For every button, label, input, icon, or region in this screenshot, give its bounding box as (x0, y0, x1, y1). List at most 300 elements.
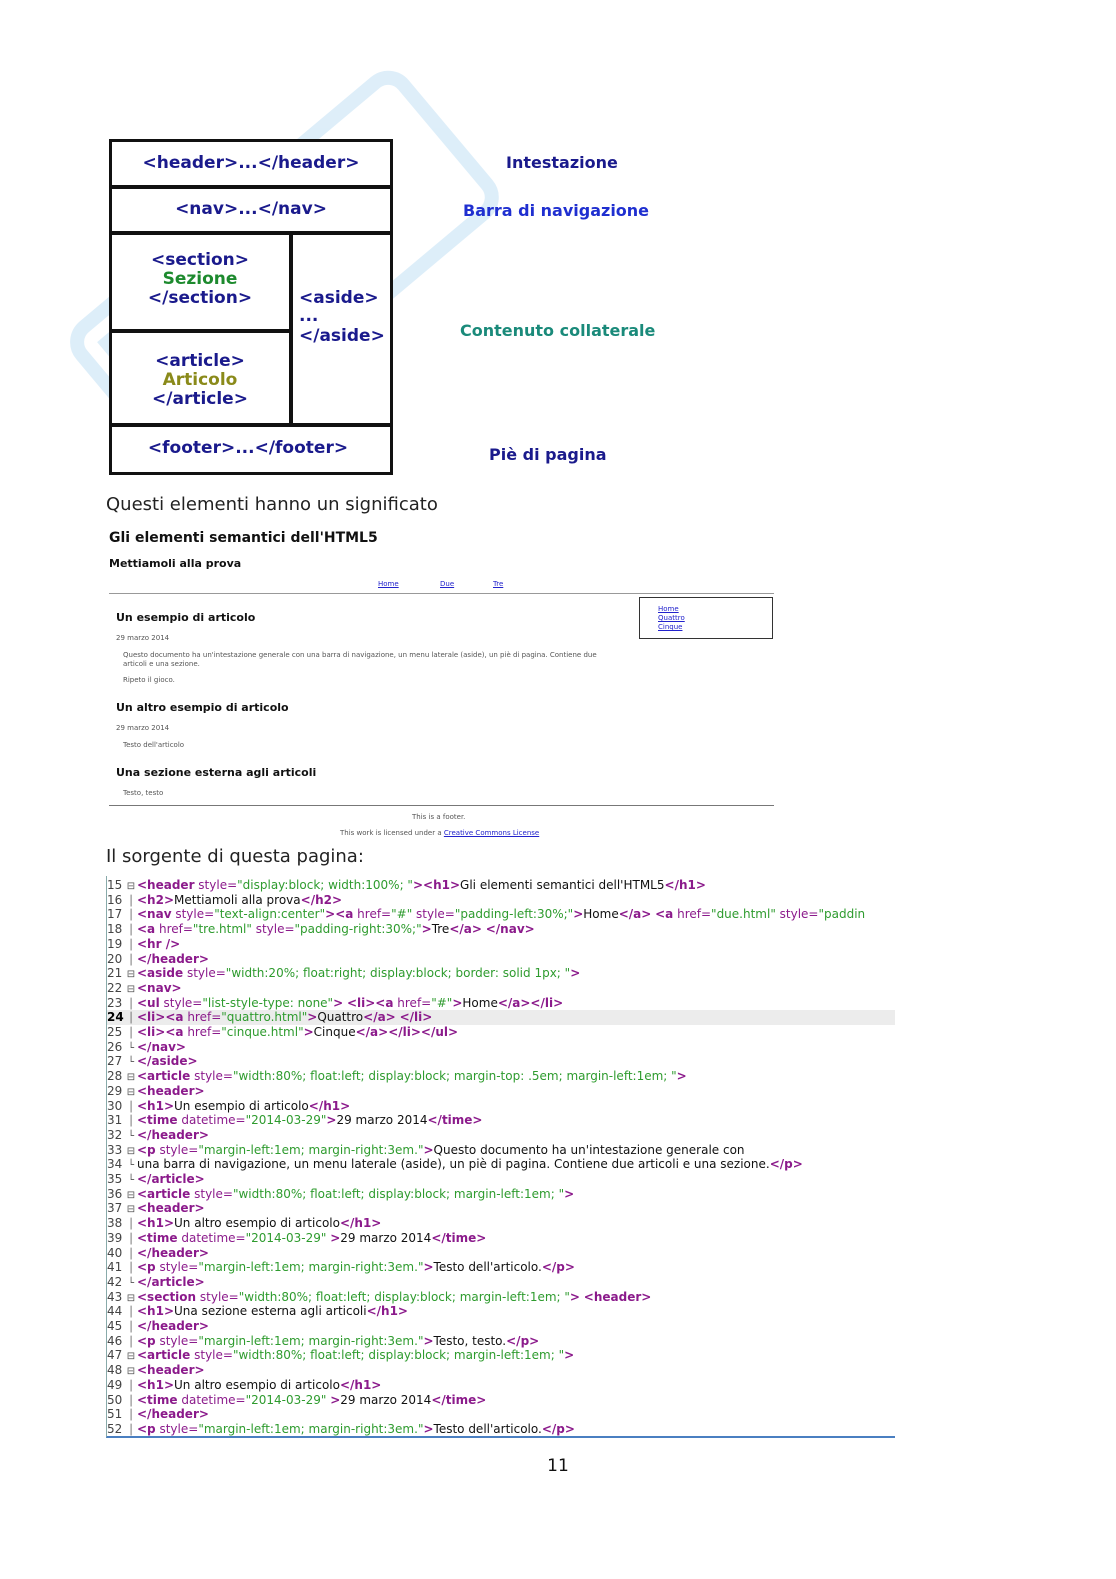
code-token: > (570, 966, 581, 981)
code-text (137, 1069, 687, 1084)
line-number: 15 (107, 878, 123, 892)
label-contenuto-collaterale: Contenuto collaterale (460, 321, 656, 340)
paragraph-sorgente: Il sorgente di questa pagina: (106, 846, 364, 867)
code-text (137, 922, 535, 937)
code-token: Un esempio di articolo (174, 1098, 309, 1113)
code-text (137, 1231, 486, 1246)
code-token: > (330, 1392, 341, 1407)
code-token: <p (137, 1142, 156, 1157)
code-token: "quattro.html" (221, 1010, 308, 1025)
code-line (107, 878, 895, 893)
code-line (107, 1069, 895, 1084)
code-line (107, 893, 895, 908)
code-token: style= (196, 1289, 239, 1304)
line-number: 25 (107, 1025, 123, 1039)
code-token: href= (353, 907, 392, 922)
paragraph-significato: Questi elementi hanno un significato (106, 494, 438, 515)
label-barra-navigazione: Barra di navigazione (463, 201, 650, 220)
line-number: 35 (107, 1172, 123, 1186)
code-token: style= (775, 907, 819, 922)
mini-art1-text1: Questo documento ha un'intestazione generale con una barra di navigazione, un menu laterale (aside), un piè di pagina. Contiene due (123, 651, 597, 659)
code-text (137, 952, 209, 967)
code-token: Gli elementi semantici dell'HTML5 (460, 878, 665, 892)
fold-guide: │ (127, 939, 135, 951)
fold-guide: └ (127, 1160, 135, 1172)
code-line (107, 1260, 895, 1275)
line-number: 22 (107, 980, 123, 995)
code-text (137, 1054, 198, 1069)
code-token: </time> (427, 1113, 483, 1128)
code-token: <h2> (137, 892, 175, 907)
code-token: style= (155, 1333, 199, 1348)
fold-guide: │ (127, 1116, 135, 1128)
code-token: </p> (506, 1333, 540, 1348)
mini-nav-due[interactable]: Due (440, 580, 455, 588)
diagram-article-open: <article> (155, 351, 245, 371)
fold-guide: │ (127, 998, 135, 1010)
code-token: </header> (137, 1319, 209, 1333)
code-token: > (307, 1010, 318, 1025)
line-number: 16 (107, 892, 123, 907)
line-number: 26 (107, 1039, 123, 1054)
code-text (137, 1363, 205, 1378)
code-text (137, 878, 706, 893)
fold-guide: └ (127, 1042, 135, 1054)
code-token: "padding-right:30%;" (294, 922, 422, 937)
code-line (107, 1143, 895, 1158)
code-token: href= (393, 995, 432, 1010)
line-number: 52 (107, 1421, 123, 1436)
code-token: "padding-left:30%;" (454, 907, 574, 922)
code-token: Home (583, 907, 619, 922)
code-token: "tre.html" (192, 922, 252, 937)
code-text (137, 1143, 745, 1158)
line-number: 18 (107, 922, 123, 937)
code-token: "#" (431, 995, 453, 1010)
mini-aside-home[interactable]: Home (658, 605, 679, 613)
code-token: "width:80%; float:left; display:block; margin-left:1em; " (232, 1186, 565, 1201)
code-token: <section (137, 1289, 197, 1304)
mini-aside-cinque[interactable]: Cinque (658, 623, 683, 631)
code-token: "text-align:center" (214, 907, 326, 922)
diagram-section-open: <section> (151, 250, 249, 270)
mini-footer-text: This is a footer. (412, 813, 466, 821)
code-token: "width:80%; float:left; display:block; margin-top: .5em; margin-left:1em; " (232, 1069, 677, 1084)
code-token: <nav> (137, 980, 182, 995)
line-number: 42 (107, 1274, 123, 1289)
fold-toggle-icon[interactable]: ⊟ (126, 1351, 136, 1363)
code-line (107, 1378, 895, 1393)
line-number: 38 (107, 1216, 123, 1231)
line-number: 40 (107, 1245, 123, 1260)
code-text (137, 1157, 803, 1172)
code-token: Un altro esempio di articolo (174, 1216, 340, 1231)
line-number: 39 (107, 1230, 123, 1245)
code-line (107, 1422, 895, 1437)
code-line (107, 1363, 895, 1378)
code-token: style= (159, 995, 203, 1010)
line-number: 50 (107, 1392, 123, 1407)
code-text (137, 1348, 574, 1363)
code-token: </article> (137, 1274, 205, 1289)
code-token: Testo dell'articolo. (433, 1421, 542, 1436)
code-token: <article (137, 1186, 191, 1201)
code-token: > (421, 922, 432, 937)
diagram-header-text: <header>...</header> (142, 153, 360, 173)
code-token: Cinque (313, 1025, 356, 1039)
code-text (137, 1407, 209, 1422)
mini-art1-text3: Ripeto il gioco. (123, 676, 175, 684)
page-number: 11 (547, 1456, 569, 1476)
code-token: <article (137, 1069, 191, 1084)
code-token: > (569, 1289, 580, 1304)
code-token: Una sezione esterna agli articoli (174, 1304, 367, 1319)
line-number: 28 (107, 1069, 123, 1084)
fold-toggle-icon[interactable]: ⊟ (126, 969, 136, 981)
code-token: "cinque.html" (221, 1025, 304, 1039)
code-token: <hr /> (137, 936, 181, 951)
code-line (107, 1275, 895, 1290)
fold-toggle-icon[interactable]: ⊟ (126, 881, 136, 892)
code-token: <ul (137, 995, 160, 1010)
code-token: style= (190, 1348, 233, 1363)
line-number: 43 (107, 1289, 123, 1304)
line-number: 36 (107, 1186, 123, 1201)
line-number: 21 (107, 966, 123, 981)
fold-guide: │ (127, 1028, 135, 1039)
code-token: </time> (431, 1230, 487, 1245)
code-token: <a (655, 907, 674, 922)
code-token: </nav> (485, 922, 535, 937)
diagram-aside-dots: ... (299, 306, 319, 326)
fold-guide: │ (127, 1380, 135, 1392)
code-text (137, 1378, 381, 1393)
code-token: </h1> (339, 1216, 382, 1231)
code-text (137, 1040, 186, 1055)
code-line (107, 1304, 895, 1319)
code-token: "display:block; width:100%; " (237, 878, 413, 892)
code-token: <header> (137, 1083, 205, 1098)
code-token: Testo dell'articolo. (433, 1260, 542, 1275)
code-token: > (325, 907, 336, 922)
code-line (107, 1407, 895, 1422)
code-line (107, 981, 895, 996)
code-line (107, 952, 895, 967)
code-line (107, 1172, 895, 1187)
code-token: <h1> (423, 878, 461, 892)
fold-guide: │ (127, 1424, 135, 1436)
line-number: 27 (107, 1054, 123, 1069)
code-token: <header> (137, 1201, 205, 1216)
mini-art2-date: 29 marzo 2014 (116, 724, 170, 732)
code-token: "due.html" (711, 907, 776, 922)
fold-toggle-icon[interactable]: ⊟ (126, 1366, 136, 1378)
fold-toggle-icon[interactable]: ⊟ (126, 1189, 136, 1201)
mini-title: Gli elementi semantici dell'HTML5 (109, 530, 378, 546)
code-token: "margin-left:1em; margin-right:3em." (198, 1333, 424, 1348)
mini-footer-rule (109, 805, 774, 806)
code-line (107, 1393, 895, 1408)
code-token: "width:80%; float:left; display:block; margin-left:1em; " (238, 1289, 570, 1304)
diagram-article-label: Articolo (162, 370, 238, 390)
code-token: style= (155, 1421, 199, 1436)
code-token: "width:80%; float:left; display:block; margin-left:1em; " (232, 1348, 565, 1363)
fold-guide: └ (127, 1057, 135, 1069)
code-line (107, 937, 895, 952)
code-token: 29 marzo 2014 (336, 1113, 428, 1128)
code-text (137, 1334, 539, 1349)
code-token: style= (190, 1186, 233, 1201)
code-token: style= (183, 966, 226, 981)
fold-toggle-icon[interactable]: ⊟ (126, 1204, 136, 1216)
code-line (107, 966, 895, 981)
mini-nav-tre[interactable]: Tre (493, 580, 504, 588)
code-token: <header> (137, 1363, 205, 1378)
code-token: <a (335, 907, 354, 922)
fold-guide: │ (127, 910, 135, 922)
code-token: style= (171, 907, 215, 922)
code-token: </h1> (366, 1304, 408, 1319)
code-token: "margin-left:1em; margin-right:3em." (198, 1421, 424, 1436)
code-token: </h1> (308, 1098, 351, 1113)
code-token: style= (155, 1260, 199, 1275)
code-text (137, 1172, 205, 1187)
code-line (107, 1334, 895, 1349)
diagram-section-close: </section> (147, 288, 253, 308)
code-token: <time (137, 1392, 178, 1407)
code-token: Un altro esempio di articolo (174, 1377, 340, 1392)
code-token: </header> (137, 1127, 209, 1142)
code-token: <h1> (137, 1304, 175, 1319)
code-token: "margin-left:1em; margin-right:3em." (198, 1260, 424, 1275)
code-token: <header (137, 878, 195, 892)
code-token: > (564, 1348, 575, 1363)
fold-toggle-icon[interactable]: ⊟ (126, 1292, 136, 1304)
code-token: </h2> (300, 892, 343, 907)
code-token: > (423, 1142, 434, 1157)
code-token: <article (137, 1348, 191, 1363)
code-token: </header> (137, 1245, 209, 1260)
code-text (137, 1246, 209, 1261)
code-token: </a> (363, 1010, 396, 1025)
code-token: </header> (137, 1407, 209, 1422)
code-token: 29 marzo 2014 (340, 1392, 432, 1407)
code-token: > (423, 1421, 434, 1436)
code-text (137, 937, 180, 952)
code-token: > (303, 1025, 314, 1039)
code-token: "paddin (818, 907, 866, 922)
fold-guide: └ (127, 1175, 135, 1186)
label-piede-pagina: Piè di pagina (489, 445, 607, 464)
diagram-aside-close: </aside> (299, 326, 385, 346)
code-text (137, 1393, 486, 1408)
code-text (137, 1304, 408, 1319)
line-number: 23 (107, 995, 123, 1010)
code-token: href= (183, 1010, 222, 1025)
code-token: style= (251, 922, 295, 937)
code-text (137, 1422, 575, 1437)
line-number: 20 (107, 951, 123, 966)
fold-guide: └ (127, 1130, 135, 1142)
code-token: </a></li> (497, 995, 564, 1010)
code-token: <nav (137, 907, 172, 922)
code-token: > (676, 1069, 687, 1084)
code-token: </p> (769, 1157, 803, 1172)
code-token: una barra di navigazione, un menu laterale (aside), un piè di pagina. Contiene due articoli e una sezione. (137, 1157, 770, 1172)
code-token: > (452, 995, 463, 1010)
line-number: 49 (107, 1377, 123, 1392)
code-token: <time (137, 1113, 178, 1128)
fold-guide: │ (127, 895, 135, 907)
mini-section-title: Una sezione esterna agli articoli (116, 766, 317, 779)
code-text (137, 1099, 350, 1114)
mini-art1-text2: articoli e una sezione. (123, 660, 200, 668)
code-token: style= (194, 878, 238, 892)
fold-guide: │ (127, 1101, 135, 1113)
fold-toggle-icon[interactable]: ⊟ (126, 1086, 136, 1098)
code-token: > (333, 995, 344, 1010)
code-token: </aside> (137, 1054, 198, 1069)
code-token: "#" (391, 907, 413, 922)
code-line (107, 1319, 895, 1334)
line-number: 30 (107, 1098, 123, 1113)
code-line (107, 1040, 895, 1055)
line-number: 41 (107, 1260, 123, 1275)
code-text (137, 1010, 432, 1025)
line-number: 19 (107, 936, 123, 951)
code-token: style= (155, 1142, 199, 1157)
fold-toggle-icon[interactable]: ⊟ (126, 1145, 136, 1157)
line-number: 24 (107, 1010, 124, 1025)
mini-subtitle: Mettiamoli alla prova (109, 557, 242, 570)
mini-aside-quattro[interactable]: Quattro (658, 614, 685, 622)
mini-footer-license-link[interactable]: Creative Commons License (443, 829, 540, 837)
fold-guide: └ (127, 1277, 135, 1289)
code-token: "margin-left:1em; margin-right:3em." (198, 1142, 424, 1157)
fold-guide: │ (127, 925, 135, 937)
code-token: datetime= (177, 1113, 246, 1128)
line-number: 33 (107, 1142, 123, 1157)
code-token: "list-style-type: none" (202, 995, 334, 1010)
diagram-article-close: </article> (152, 389, 248, 409)
code-text (137, 1187, 574, 1202)
fold-guide: │ (127, 1233, 135, 1245)
code-token: <header> (583, 1289, 652, 1304)
code-token: <aside (137, 966, 184, 981)
code-token: > (326, 1113, 337, 1128)
fold-toggle-icon[interactable]: ⊟ (126, 1072, 136, 1084)
code-token: <time (137, 1230, 178, 1245)
diagram-aside-open: <aside> (299, 288, 379, 308)
code-token: <h1> (137, 1098, 175, 1113)
mini-art1-date: 29 marzo 2014 (116, 634, 170, 642)
code-line (107, 922, 895, 937)
mini-art1-title: Un esempio di articolo (116, 611, 256, 624)
fold-guide: │ (127, 1219, 135, 1231)
code-line (107, 1010, 895, 1025)
code-line (107, 1246, 895, 1261)
code-token: datetime= (177, 1230, 246, 1245)
line-number: 48 (107, 1363, 123, 1378)
code-line (107, 1187, 895, 1202)
code-text (137, 1319, 209, 1334)
fold-guide: │ (127, 1322, 135, 1333)
code-token: Questo documento ha un'intestazione generale con (433, 1142, 745, 1157)
line-number: 17 (107, 907, 123, 922)
code-token: </h1> (339, 1377, 382, 1392)
line-number: 29 (107, 1083, 123, 1098)
code-token: Mettiamoli alla prova (174, 892, 301, 907)
mini-art2-title: Un altro esempio di articolo (116, 701, 289, 714)
line-number: 34 (107, 1157, 123, 1172)
code-line (107, 1128, 895, 1143)
code-token: Testo, testo. (433, 1333, 507, 1348)
code-token: > (423, 1260, 434, 1275)
code-token: </a> (449, 922, 482, 937)
code-token: > (573, 907, 584, 922)
code-line (107, 1201, 895, 1216)
code-text (137, 907, 865, 922)
code-token: </article> (137, 1172, 205, 1186)
code-token: </li> (399, 1010, 433, 1025)
code-token: > (423, 1333, 434, 1348)
code-token: datetime= (177, 1392, 246, 1407)
code-text (137, 1216, 381, 1231)
mini-nav-home[interactable]: Home (378, 580, 399, 588)
fold-guide: │ (127, 1410, 135, 1422)
code-line (107, 1113, 895, 1128)
code-token: <p (137, 1260, 156, 1275)
line-number: 47 (107, 1348, 123, 1363)
code-text (137, 1290, 651, 1305)
code-token: "2014-03-29" (245, 1392, 327, 1407)
code-line (107, 1054, 895, 1069)
code-line (107, 1290, 895, 1305)
code-token: 29 marzo 2014 (340, 1230, 432, 1245)
line-number: 44 (107, 1304, 123, 1319)
mini-footer-license-text: This work is licensed under a (340, 829, 444, 837)
code-token: "width:20%; float:right; display:block; border: solid 1px; " (225, 966, 571, 981)
code-text (137, 893, 342, 908)
code-token: </p> (541, 1421, 575, 1436)
code-token: <a (137, 922, 156, 937)
fold-guide: │ (127, 1395, 135, 1407)
code-token: href= (183, 1025, 222, 1039)
source-code-listing (106, 876, 895, 1438)
code-token: Tre (431, 922, 450, 937)
diagram-nav-text: <nav>...</nav> (175, 199, 327, 219)
fold-toggle-icon[interactable]: ⊟ (126, 983, 136, 995)
code-token: style= (412, 907, 455, 922)
code-line (107, 907, 895, 922)
code-token: <h1> (137, 1216, 175, 1231)
line-number: 51 (107, 1407, 123, 1422)
mini-footer-license (340, 822, 539, 840)
line-number: 37 (107, 1201, 123, 1216)
code-line (107, 996, 895, 1011)
mini-hr (109, 593, 774, 594)
code-token: </p> (541, 1260, 575, 1275)
mini-section-text: Testo, testo (123, 789, 164, 797)
code-token: <p (137, 1421, 156, 1436)
code-line (107, 1231, 895, 1246)
code-line (107, 1157, 895, 1172)
code-token: > (564, 1186, 575, 1201)
code-text (137, 1275, 205, 1290)
code-token: <li><a (137, 1010, 184, 1025)
code-text (137, 1113, 482, 1128)
diagram-section-label: Sezione (162, 269, 238, 289)
